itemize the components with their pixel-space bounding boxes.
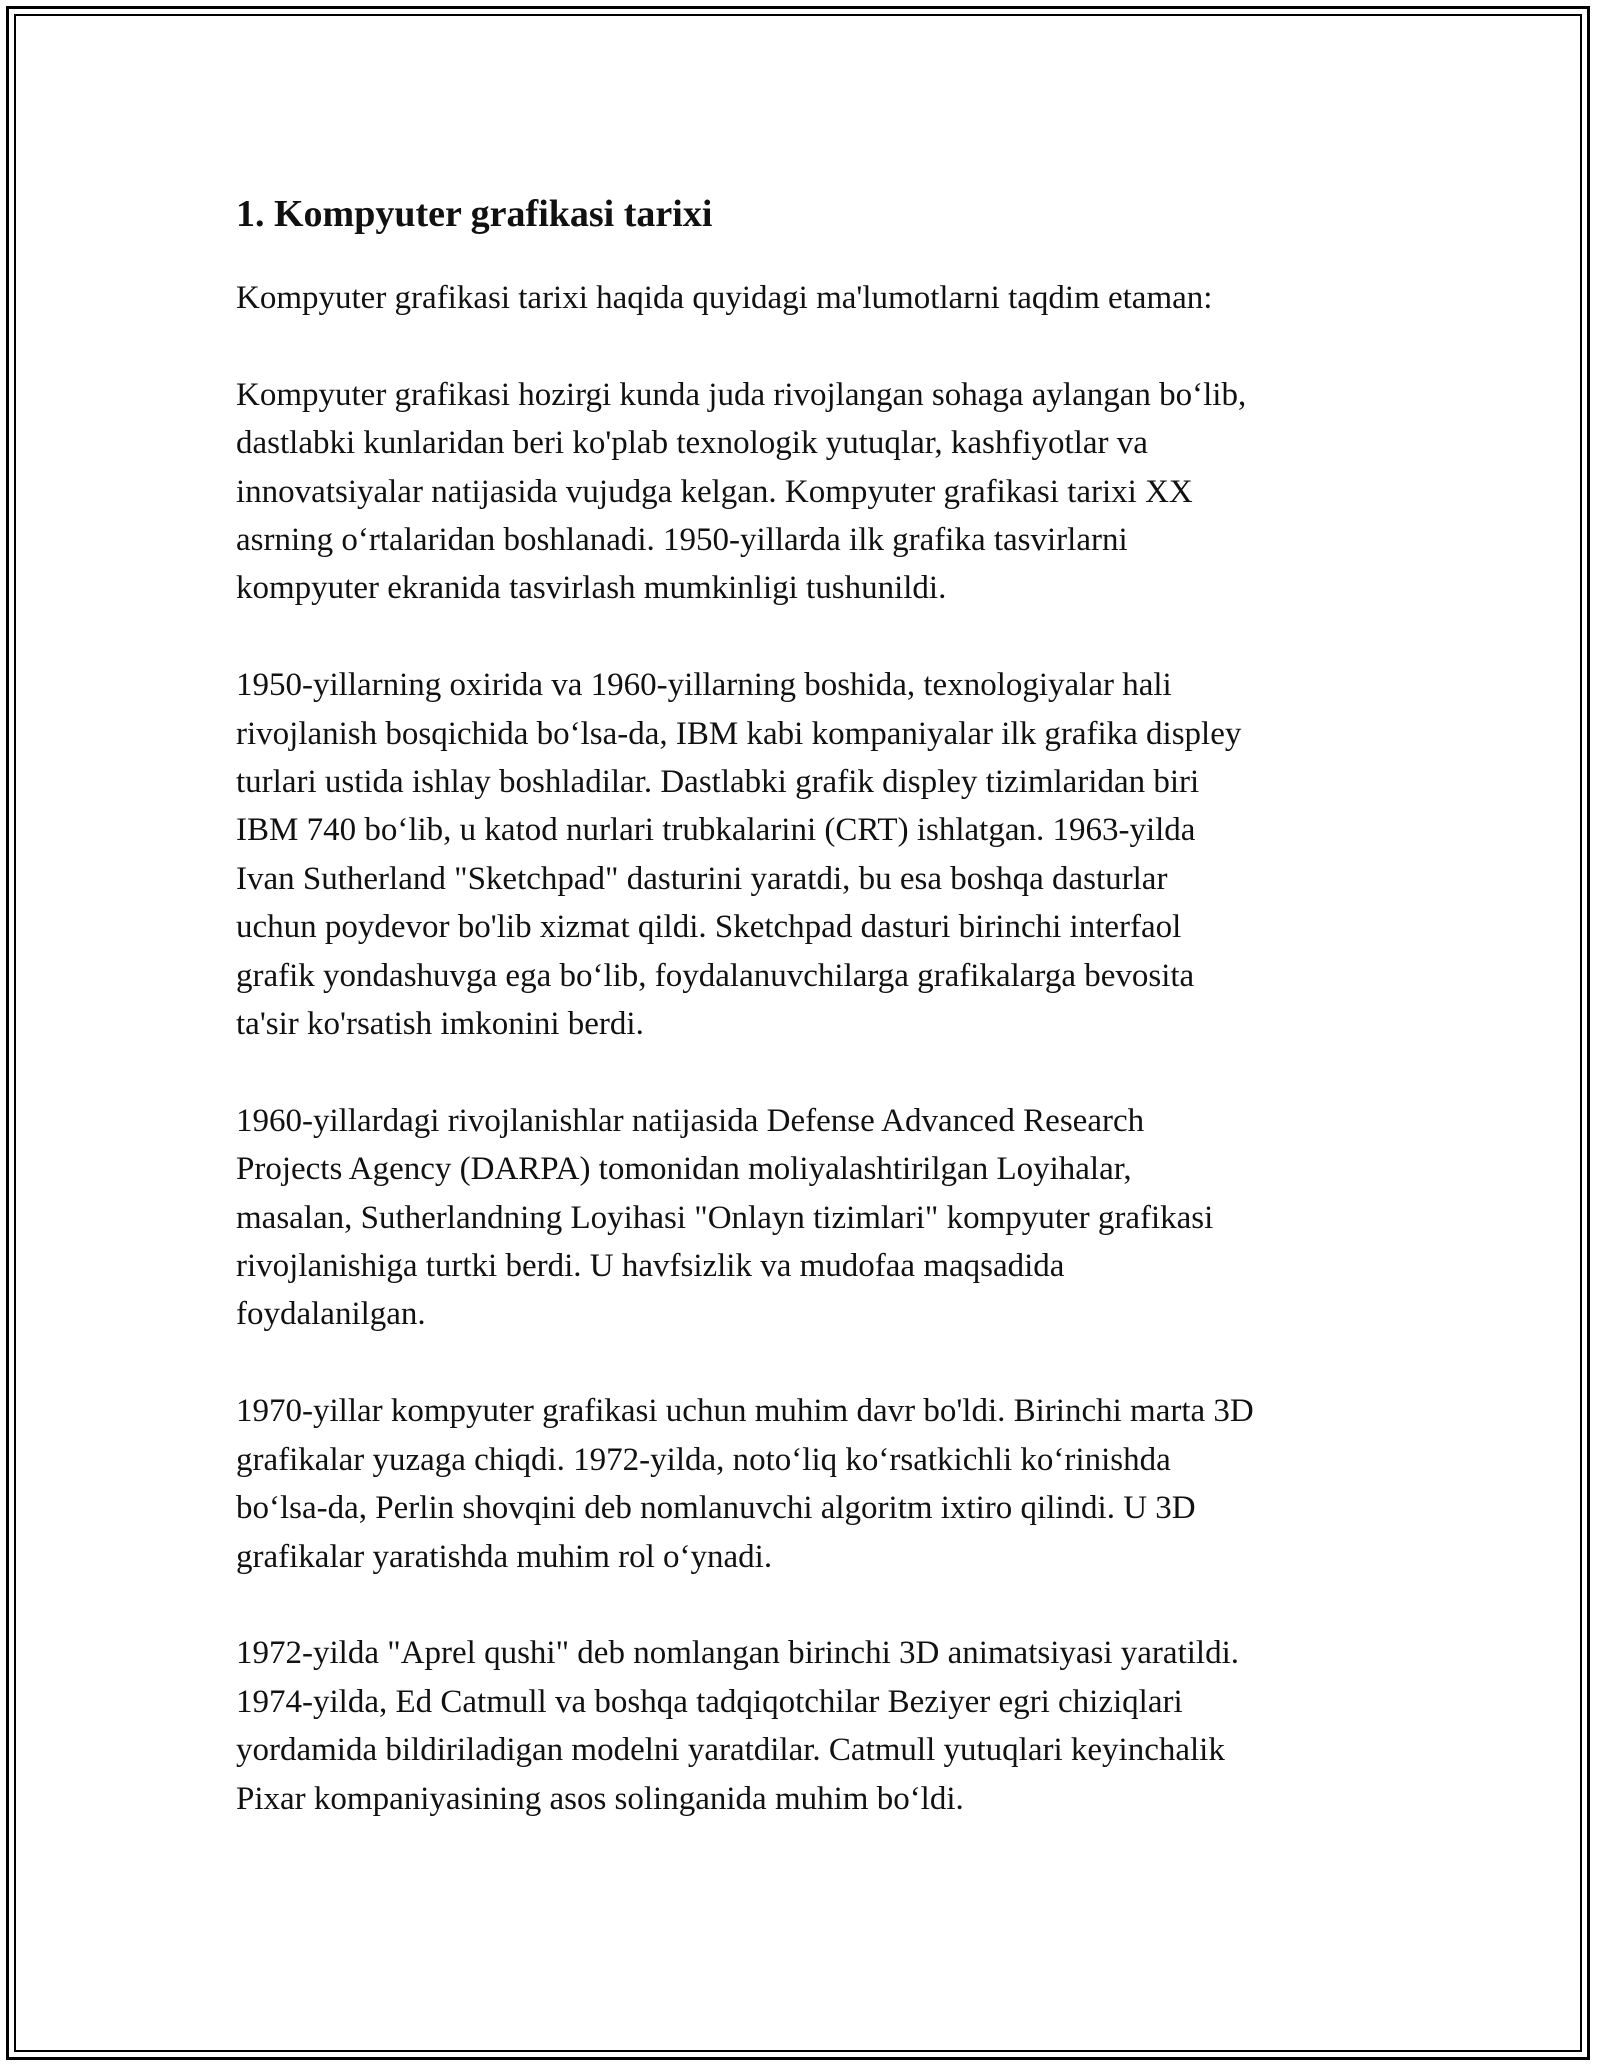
paragraph-line: turlari ustida ishlay boshladilar. Dastlabki grafik displey tizimlaridan biri <box>236 764 1200 801</box>
paragraph-line: IBM 740 bo‘lib, u katod nurlari trubkalarini (CRT) ishlatgan. 1963-yilda <box>236 812 1196 849</box>
paragraph-3 <box>236 1097 1376 1339</box>
paragraph-line: 1950-yillarning oxirida va 1960-yillarning boshida, texnologiyalar hali <box>236 667 1172 704</box>
paragraph-line: rivojlanishiga turtki berdi. U havfsizlik va mudofaa maqsadida <box>236 1248 1065 1285</box>
paragraph-2 <box>236 661 1376 1048</box>
paragraph-line: yordamida bildiriladigan modelni yaratdilar. Catmull yutuqlari keyinchalik <box>236 1732 1225 1769</box>
paragraph-line: Projects Agency (DARPA) tomonidan moliyalashtirilgan Loyihalar, <box>236 1151 1132 1188</box>
paragraph-1 <box>236 371 1376 613</box>
section-heading: 1. Kompyuter grafikasi tarixi <box>236 193 713 235</box>
intro-text: Kompyuter grafikasi tarixi haqida quyidagi ma'lumotlarni taqdim etaman: <box>236 280 1213 316</box>
paragraph-spacer <box>236 1581 1376 1629</box>
paragraph-spacer <box>236 1048 1376 1096</box>
paragraph-line: uchun poydevor bo'lib xizmat qildi. Sketchpad dasturi birinchi interfaol <box>236 909 1182 946</box>
paragraph-line: dastlabki kunlaridan beri ko'plab texnologik yutuqlar, kashfiyotlar va <box>236 425 1148 462</box>
paragraph-line: grafikalar yaratishda muhim rol o‘ynadi. <box>236 1538 773 1575</box>
paragraph-line: 1974-yilda, Ed Catmull va boshqa tadqiqotchilar Beziyer egri chiziqlari <box>236 1683 1183 1720</box>
paragraph-spacer <box>236 322 1376 370</box>
paragraph-line: rivojlanish bosqichida bo‘lsa-da, IBM kabi kompaniyalar ilk grafika displey <box>236 715 1242 752</box>
paragraph-line: innovatsiyalar natijasida vujudga kelgan. Kompyuter grafikasi tarixi XX <box>236 473 1193 510</box>
paragraph-line: kompyuter ekranida tasvirlash mumkinligi tushunildi. <box>236 570 947 607</box>
paragraph-line: bo‘lsa-da, Perlin shovqini deb nomlanuvchi algoritm ixtiro qilindi. U 3D <box>236 1490 1196 1527</box>
paragraph-line: Kompyuter grafikasi hozirgi kunda juda rivojlangan sohaga aylangan bo‘lib, <box>236 376 1247 413</box>
paragraph-line: grafikalar yuzaga chiqdi. 1972-yilda, noto‘liq ko‘rsatkichli ko‘rinishda <box>236 1441 1171 1478</box>
paragraph-4 <box>236 1387 1376 1581</box>
paragraph-line: grafik yondashuvga ega bo‘lib, foydalanuvchilarga grafikalarga bevosita <box>236 957 1195 994</box>
paragraph-line: ta'sir ko'rsatish imkonini berdi. <box>236 1006 644 1043</box>
paragraph-line: 1960-yillardagi rivojlanishlar natijasida Defense Advanced Research <box>236 1102 1145 1139</box>
paragraph-spacer <box>236 1339 1376 1387</box>
paragraph-line: Ivan Sutherland "Sketchpad" dasturini yaratdi, bu esa boshqa dasturlar <box>236 860 1168 897</box>
paragraph-5 <box>236 1629 1376 1823</box>
paragraph-line: 1970-yillar kompyuter grafikasi uchun muhim davr bo'ldi. Birinchi marta 3D <box>236 1393 1254 1430</box>
paragraph-line: asrning o‘rtalaridan boshlanadi. 1950-yillarda ilk grafika tasvirlarni <box>236 522 1128 559</box>
paragraph-line: masalan, Sutherlandning Loyihasi "Onlayn tizimlari" kompyuter grafikasi <box>236 1199 1214 1236</box>
document-body <box>236 188 1376 1823</box>
paragraph-line: foydalanilgan. <box>236 1296 426 1333</box>
paragraph-line: Pixar kompaniyasining asos solinganida muhim bo‘ldi. <box>236 1780 964 1817</box>
paragraph-spacer <box>236 613 1376 661</box>
paragraph-line: 1972-yilda "Aprel qushi" deb nomlangan birinchi 3D animatsiyasi yaratildi. <box>236 1635 1239 1672</box>
